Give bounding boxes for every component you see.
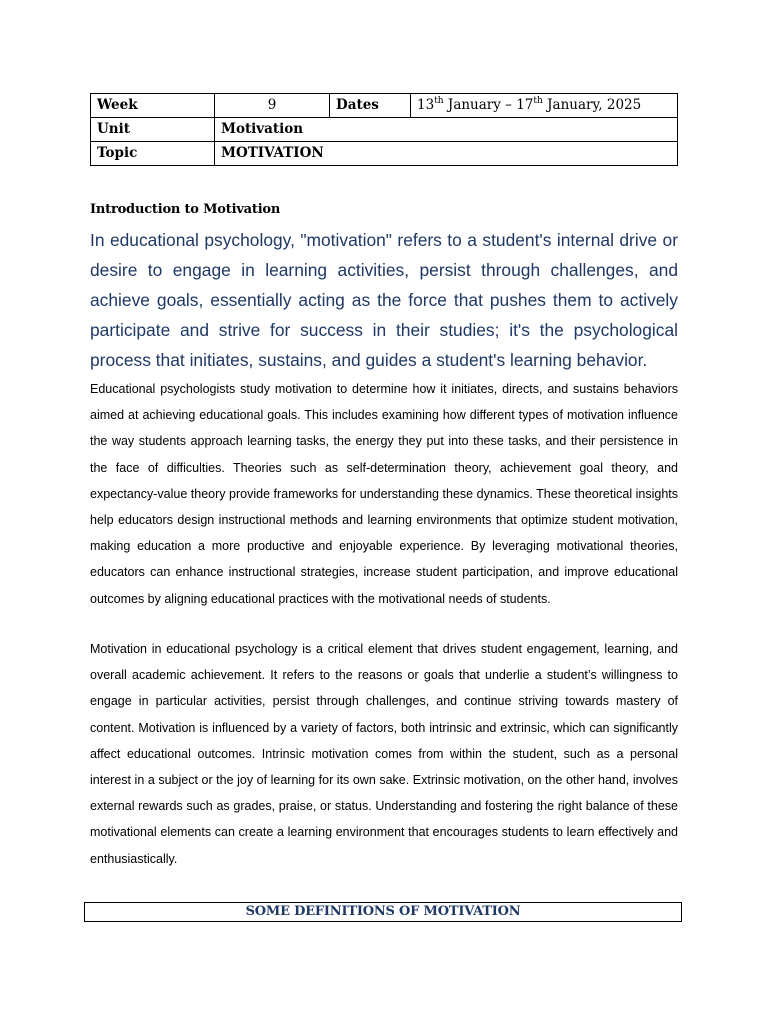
week-row: [91, 94, 678, 118]
date-end-suffix: th: [533, 95, 543, 106]
dates-label: Dates: [330, 94, 411, 118]
date-start-suffix: th: [434, 95, 444, 106]
week-label: Week: [91, 94, 215, 118]
date-start-rest: January – 17: [443, 97, 534, 113]
week-value: 9: [215, 94, 330, 118]
date-end-rest: January, 2025: [542, 97, 642, 113]
dates-value: [411, 94, 678, 118]
body-paragraph-1: Educational psychologists study motivation to determine how it initiates, directs, and sustains behaviors aimed at achieving educational goals. This includes examining how different types of motivation influence the way students approach learning tasks, the energy they put into these tasks, and their persistence in the face of difficulties. Theories such as self-determination theory, achievement goal theory, and expectancy-value theory provide frameworks for understanding these dynamics. These theoretical insights help educators design instructional methods and learning environments that optimize student motivation, making education a more productive and enjoyable experience. By leveraging motivational theories, educators can enhance instructional strategies, increase student participation, and improve educational outcomes by aligning educational practices with the motivational needs of students.: [90, 382, 678, 606]
section-heading-box: [84, 902, 682, 922]
unit-row: [91, 118, 678, 142]
lead-paragraph: In educational psychology, "motivation" refers to a student's internal drive or desire to engage in learning activities, persist through challenges, and achieve goals, essentially acting as the force that pushes them to actively participate and strive for success in their studies; it's the psychological process that initiates, sustains, and guides a student's learning behavior.: [90, 230, 678, 370]
section-heading: SOME DEFINITIONS OF MOTIVATION: [245, 904, 521, 919]
date-start-day: 13: [417, 97, 435, 113]
topic-row: [91, 142, 678, 166]
body-paragraph-2: Motivation in educational psychology is a critical element that drives student engagement, learning, and overall academic achievement. It refers to the reasons or goals that underlie a student’s willingness to engage in particular activities, persist through challenges, and continue striving towards mastery of content. Motivation is influenced by a variety of factors, both intrinsic and extrinsic, which can significantly affect educational outcomes. Intrinsic motivation comes from within the student, such as a personal interest in a subject or the joy of learning for its own sake. Extrinsic motivation, on the other hand, involves external rewards such as grades, praise, or status. Understanding and fostering the right balance of these motivational elements can create a learning environment that encourages students to learn effectively and enthusiastically.: [90, 642, 678, 866]
unit-label: Unit: [91, 118, 215, 142]
topic-value: MOTIVATION: [215, 142, 678, 166]
topic-label: Topic: [91, 142, 215, 166]
unit-value: Motivation: [215, 118, 678, 142]
intro-heading: Introduction to Motivation: [90, 202, 281, 217]
lesson-info-table: [90, 93, 678, 166]
